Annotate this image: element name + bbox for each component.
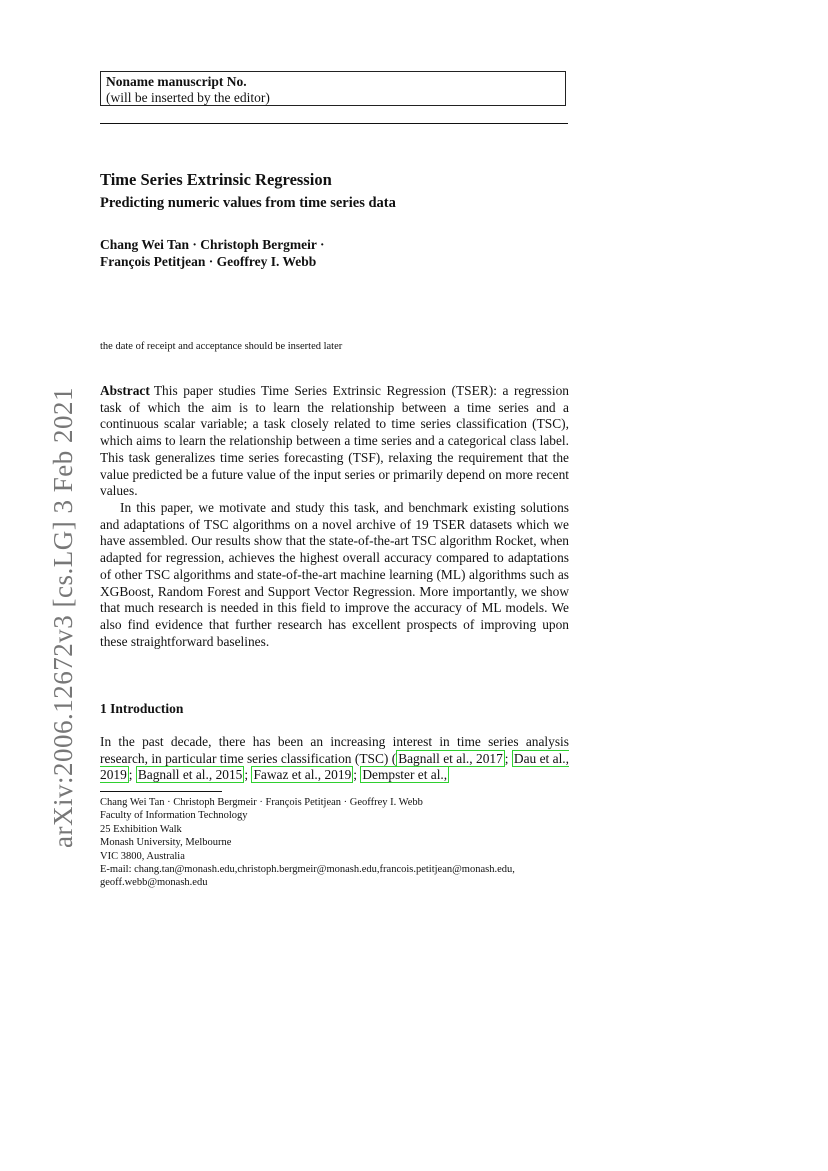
author-line-1: Chang Wei Tan · Christoph Bergmeir ·: [100, 237, 325, 252]
title-rule: [100, 123, 568, 124]
paper-title: Time Series Extrinsic Regression: [100, 170, 332, 189]
abstract-text-1: This paper studies Time Series Extrinsic Regression (TSER): a regression task of which the aim is to learn the relationship between a time series and a continuous scalar variable; a task closely related to time series classification (TSC), which aims to learn the relationship between a time series and a categorical class label. This task generalizes time series forecasting (TSF), relaxing the requirement that the value predicted be a future value of the input series or primarily depend on more recent values.: [100, 383, 569, 499]
abstract-label: Abstract: [100, 383, 150, 398]
paper-subtitle: Predicting numeric values from time series data: [100, 195, 396, 211]
section-heading-introduction: 1 Introduction: [100, 701, 184, 716]
footnote-email-cont[interactable]: geoff.webb@monash.edu: [100, 877, 208, 889]
footnote-university: Monash University, Melbourne: [100, 837, 232, 849]
introduction-text: In the past decade, there has been an increasing interest in time series analysis research, in particular time series classification (TSC) (: [100, 734, 569, 766]
footnote-affiliation: Faculty of Information Technology: [100, 810, 248, 822]
author-footnote: [100, 796, 600, 890]
footnote-authors: Chang Wei Tan · Christoph Bergmeir · François Petitjean · Geoffrey I. Webb: [100, 797, 423, 808]
editor-note: (will be inserted by the editor): [106, 90, 270, 105]
citation-link[interactable]: Fawaz et al., 2019: [253, 767, 352, 783]
editor-box: [100, 71, 566, 106]
footnote-country: VIC 3800, Australia: [100, 850, 185, 862]
citation-link[interactable]: Bagnall et al., 2017: [398, 750, 503, 766]
introduction-paragraph: In the past decade, there has been an increasing interest in time series analysis research, in particular time series classification (TSC) ( Bagnall et al., 2017 ; Dau et al., 2019 ; Bagnall et al., 2015 ; Fawaz et al., 2019 ; Dempster et al.,: [100, 734, 570, 783]
citation-link[interactable]: Dempster et al.,: [362, 767, 448, 783]
author-list: [100, 236, 325, 270]
received-date-note: the date of receipt and acceptance should be inserted later: [100, 341, 343, 352]
author-line-2: François Petitjean · Geoffrey I. Webb: [100, 254, 317, 269]
citation-link[interactable]: Dau et al., 2019: [100, 750, 570, 783]
footnote-address: 25 Exhibition Walk: [100, 823, 182, 835]
footnote-rule: [100, 791, 222, 792]
abstract-paragraph-2: In this paper, we motivate and study this task, and benchmark existing solutions and adaptations of TSC algorithms on a novel archive of 19 TSER datasets which we have assembled. Our results show that the state-of-the-art TSC algorithm Rocket, when adapted for regression, achieves the highest overall accuracy compared to adaptations of other TSC algorithms and state-of-the-art machine learning (ML) algorithms such as XGBoost, Random Forest and Support Vector Regression. More importantly, we show that much research is needed in this field to improve the accuracy of ML models. We also find evidence that further research has excellent prospects of improving upon these straightforward baselines.: [100, 500, 569, 649]
footnote-email[interactable]: E-mail: chang.tan@monash.edu,christoph.bergmeir@monash.edu,francois.petitjean@monash.edu,: [100, 864, 515, 876]
arxiv-stamp: arXiv:2006.12672v3 [cs.LG] 3 Feb 2021: [48, 387, 78, 848]
abstract-paragraph-1: [100, 383, 569, 500]
manuscript-number: Noname manuscript No.: [106, 74, 247, 89]
citation-link[interactable]: Bagnall et al., 2015: [137, 767, 243, 783]
